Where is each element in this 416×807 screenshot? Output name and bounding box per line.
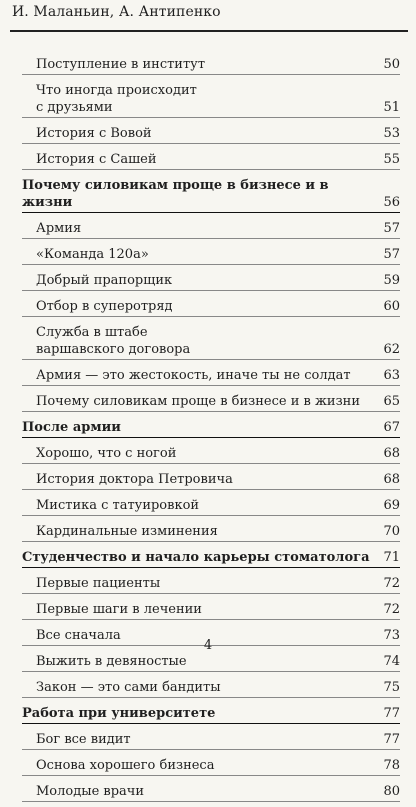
toc-page-number: 57 — [383, 247, 400, 262]
toc-entry-title: История с Вовой — [36, 126, 152, 141]
toc-entry-row — [22, 781, 400, 802]
toc-entry-row — [22, 270, 400, 291]
toc-page-number: 63 — [383, 368, 400, 383]
toc-entry-title: Почему силовикам проще в бизнесе и в жизни — [36, 394, 360, 409]
toc-page-number: 75 — [383, 680, 400, 695]
toc-page-number: 55 — [383, 152, 400, 167]
toc-entry-title: История с Сашей — [36, 152, 157, 167]
toc-chapter-row — [22, 175, 400, 213]
toc-page-number: 72 — [383, 576, 400, 591]
page-number: 4 — [203, 638, 213, 653]
toc-page-number: 68 — [383, 472, 400, 487]
toc-page-number: 68 — [383, 446, 400, 461]
toc-entry-row — [22, 651, 400, 672]
toc-entry-row — [22, 322, 400, 360]
toc-entry-row — [22, 599, 400, 620]
toc-entry-row — [22, 80, 400, 118]
toc-page-number: 59 — [383, 273, 400, 288]
toc-entry-title: Молодые врачи — [36, 784, 145, 799]
toc-page-number: 77 — [383, 732, 400, 747]
toc-entry-title: Кардинальные изминения — [36, 524, 218, 539]
toc-page-number: 53 — [383, 126, 400, 141]
toc-page-number: 70 — [383, 524, 400, 539]
toc-entry-row — [22, 677, 400, 698]
toc-entry-row — [22, 469, 400, 490]
toc-entry-row — [22, 296, 400, 317]
toc-entry-title: Хорошо, что с ногой — [36, 446, 177, 461]
toc-entry-row — [22, 391, 400, 412]
toc-entry-title: Все сначала — [36, 628, 121, 643]
toc-entry-row — [22, 443, 400, 464]
toc-entry-row — [22, 365, 400, 386]
toc-entry-row — [22, 218, 400, 239]
toc-entry-title: Первые пациенты — [36, 576, 161, 591]
toc-page-number: 57 — [383, 221, 400, 236]
toc-entry-row — [22, 521, 400, 542]
toc-page-number: 71 — [383, 550, 400, 565]
toc-entry-row — [22, 244, 400, 265]
toc-entry-title: Первые шаги в лечении — [36, 602, 202, 617]
toc-entry-title: История доктора Петровича — [36, 472, 233, 487]
toc-entry-title: Что иногда происходит с друзьями — [36, 83, 197, 115]
toc-entry-row — [22, 573, 400, 594]
toc-entry-row — [22, 755, 400, 776]
toc-page-number: 72 — [383, 602, 400, 617]
toc-entry-title: Добрый прапорщик — [36, 273, 173, 288]
table-of-contents — [22, 54, 400, 807]
toc-page-number: 80 — [383, 784, 400, 799]
toc-page-number: 78 — [383, 758, 400, 773]
toc-page-number: 67 — [383, 420, 400, 435]
toc-page-number: 74 — [383, 654, 400, 669]
toc-page-number: 56 — [383, 195, 400, 210]
toc-page-number: 65 — [383, 394, 400, 409]
toc-page-number: 62 — [383, 342, 400, 357]
toc-entry-row — [22, 149, 400, 170]
toc-page-number: 50 — [383, 57, 400, 72]
toc-chapter-title: Работа при университете — [22, 706, 216, 721]
running-head: И. Маланьин, А. Антипенко — [12, 4, 221, 20]
toc-entry-row — [22, 54, 400, 75]
toc-entry-title: Бог все видит — [36, 732, 131, 747]
toc-page-number: 51 — [383, 100, 400, 115]
toc-page-number: 69 — [383, 498, 400, 513]
toc-chapter-title: Почему силовикам проще в бизнесе и в жизни — [22, 178, 329, 210]
toc-entry-title: Выжить в девяностые — [36, 654, 187, 669]
toc-entry-title: Поступление в институт — [36, 57, 206, 72]
toc-chapter-row — [22, 547, 400, 568]
toc-entry-title: Мистика с татуировкой — [36, 498, 200, 513]
toc-entry-title: Армия — это жестокость, иначе ты не солдат — [36, 368, 351, 383]
toc-chapter-row — [22, 417, 400, 438]
toc-chapter-title: После армии — [22, 420, 121, 435]
toc-entry-title: Армия — [36, 221, 82, 236]
toc-entry-title: Закон — это сами бандиты — [36, 680, 221, 695]
toc-page-number: 77 — [383, 706, 400, 721]
toc-chapter-row — [22, 703, 400, 724]
toc-chapter-title: Студенчество и начало карьеры стоматолога — [22, 550, 370, 565]
toc-page-number: 60 — [383, 299, 400, 314]
toc-entry-title: Основа хорошего бизнеса — [36, 758, 215, 773]
toc-entry-title: Отбор в суперотряд — [36, 299, 173, 314]
toc-entry-title: Служба в штабе варшавского договора — [36, 325, 191, 357]
toc-entry-title: «Команда 120а» — [36, 247, 149, 262]
toc-page-number: 73 — [383, 628, 400, 643]
toc-entry-row — [22, 495, 400, 516]
toc-entry-row — [22, 123, 400, 144]
header-rule — [10, 30, 408, 32]
toc-entry-row — [22, 729, 400, 750]
